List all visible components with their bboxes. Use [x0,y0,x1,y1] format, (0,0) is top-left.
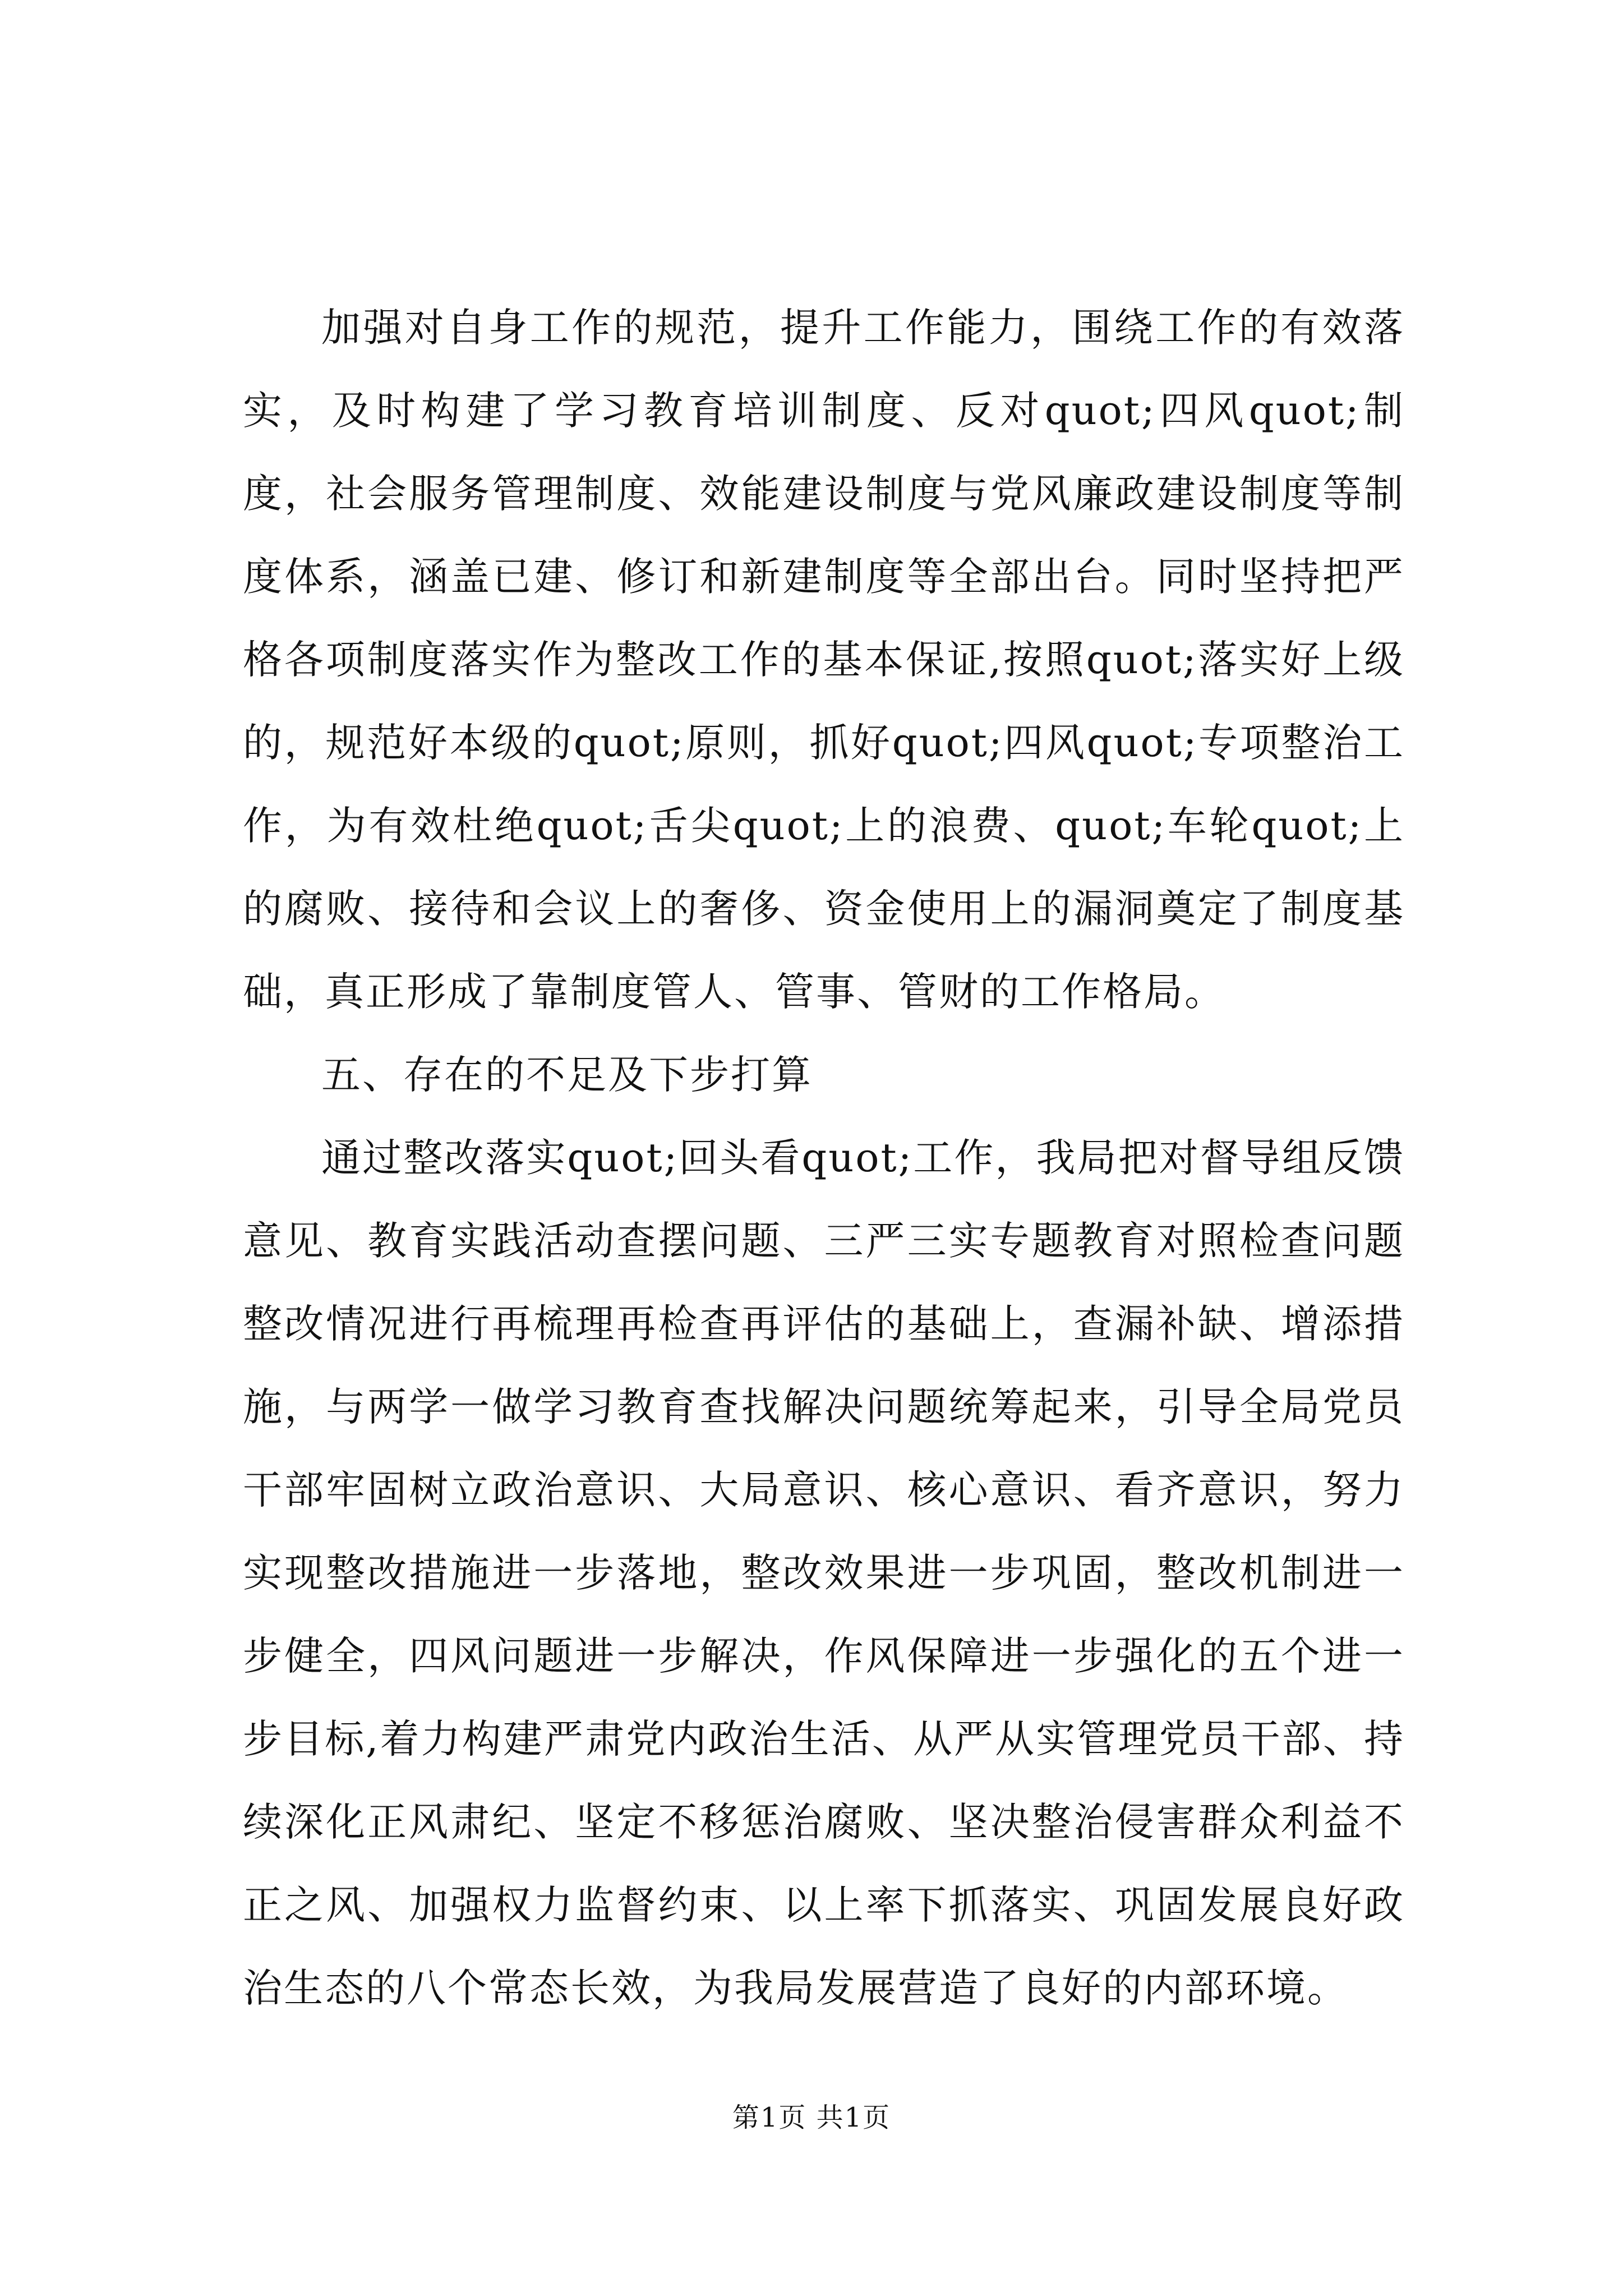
paragraph-next-steps: 通过整改落实quot;回头看quot;工作，我局把对督导组反馈意见、教育实践活动查摆问题、三严三实专题教育对照检查问题整改情况进行再梳理再检查再评估的基础上，查漏补缺、增添措施，与两学一做学习教育查找解决问题统筹起来，引导全局党员干部牢固树立政治意识、大局意识、核心意识、看齐意识，努力实现整改措施进一步落地，整改效果进一步巩固，整改机制进一步健全，四风问题进一步解决，作风保障进一步强化的五个进一步目标,着力构建严肃党内政治生活、从严从实管理党员干部、持续深化正风肃纪、坚定不移惩治腐败、坚决整治侵害群众利益不正之风、加强权力监督约束、以上率下抓落实、巩固发展良好政治生态的八个常态长效，为我局发展营造了良好的内部环境。 [243,1135,1405,2011]
section-heading: 五、存在的不足及下步打算 [321,1052,813,1098]
paragraph-regulations: 加强对自身工作的规范，提升工作能力，围绕工作的有效落实，及时构建了学习教育培训制度、反对quot;四风quot;制度，社会服务管理制度、效能建设制度与党风廉政建设制度等制度体系，涵盖已建、修订和新建制度等全部出台。同时坚持把严格各项制度落实作为整改工作的基本保证,按照quot;落实好上级的，规范好本级的quot;原则，抓好quot;四风quot;专项整治工作，为有效杜绝quot;舌尖quot;上的浪费、quot;车轮quot;上的腐败、接待和会议上的奢侈、资金使用上的漏洞奠定了制度基础，真正形成了靠制度管人、管事、管财的工作格局。 [243,305,1405,1015]
document-body [243,286,1405,2030]
page-footer: 第1页 共1页 [732,2102,891,2133]
